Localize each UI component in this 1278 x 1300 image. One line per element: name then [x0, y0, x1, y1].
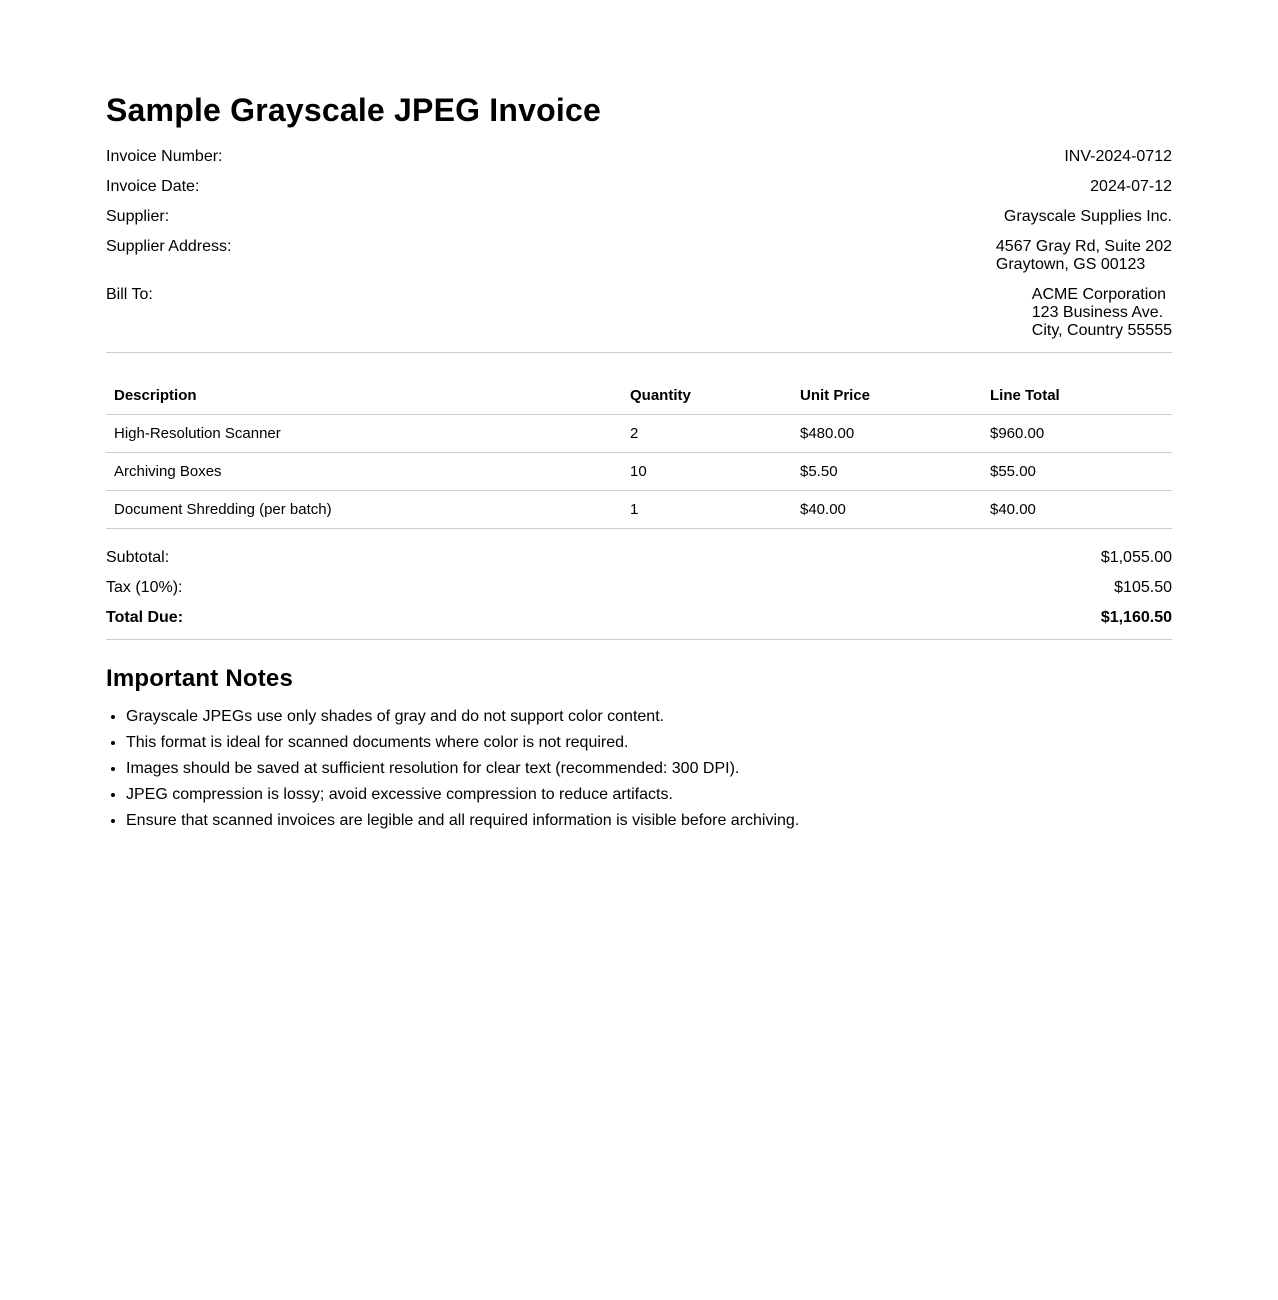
supplier-label: Supplier:: [106, 208, 170, 225]
bill-to-line: ACME Corporation: [1031, 286, 1167, 303]
cell-description: High-Resolution Scanner: [106, 415, 622, 453]
invoice-number-value: INV-2024-0712: [1064, 148, 1172, 165]
notes-title: Important Notes: [106, 665, 294, 692]
column-header-description: Description: [106, 377, 622, 415]
list-item: • Images should be saved at sufficient resolution for clear text (recommended: 300 DPI).: [126, 760, 1172, 778]
table-row: [106, 491, 1172, 529]
table-row: [106, 453, 1172, 491]
bill-to-line: City, Country 55555: [1031, 322, 1172, 339]
table-row: [106, 415, 1172, 453]
cell-unit-price: $5.50: [792, 453, 982, 491]
bill-to-label: Bill To:: [106, 286, 153, 303]
tax-row: [106, 579, 1172, 597]
bill-to-line: 123 Business Ave.: [1031, 304, 1164, 321]
supplier-value: Grayscale Supplies Inc.: [1003, 208, 1172, 225]
tax-label: Tax (10%):: [106, 579, 183, 596]
cell-line-total: $40.00: [982, 491, 1172, 529]
subtotal-value: $1,055.00: [1100, 549, 1172, 566]
column-header-unit-price: Unit Price: [792, 377, 982, 415]
meta-row-invoice-number: [106, 148, 1172, 166]
invoice-meta: [106, 148, 1172, 340]
divider: [106, 352, 1172, 353]
meta-row-invoice-date: [106, 178, 1172, 196]
meta-row-supplier-address: [106, 238, 1172, 274]
list-item: • JPEG compression is lossy; avoid excessive compression to reduce artifacts.: [126, 786, 1172, 804]
list-item: • Ensure that scanned invoices are legible and all required information is visible before archiving.: [126, 812, 1172, 830]
cell-unit-price: $480.00: [792, 415, 982, 453]
subtotal-row: [106, 549, 1172, 567]
cell-unit-price: $40.00: [792, 491, 982, 529]
column-header-line-total: Line Total: [982, 377, 1172, 415]
cell-quantity: 10: [622, 453, 792, 491]
cell-quantity: 2: [622, 415, 792, 453]
supplier-address-value: [996, 238, 1172, 274]
subtotal-label: Subtotal:: [106, 549, 170, 566]
cell-quantity: 1: [622, 491, 792, 529]
totals-section: [106, 549, 1172, 627]
list-item: • This format is ideal for scanned documents where color is not required.: [126, 734, 1172, 752]
cell-description: Archiving Boxes: [106, 453, 622, 491]
table-header-row: [106, 377, 1172, 415]
tax-value: $105.50: [1114, 579, 1172, 596]
divider: [106, 639, 1172, 640]
supplier-address-line: 4567 Gray Rd, Suite 202: [995, 238, 1172, 255]
cell-description: Document Shredding (per batch): [106, 491, 622, 529]
list-item: • Grayscale JPEGs use only shades of gray and do not support color content.: [126, 708, 1172, 726]
meta-row-bill-to: [106, 286, 1172, 340]
total-due-label: Total Due:: [106, 609, 184, 626]
cell-line-total: $55.00: [982, 453, 1172, 491]
meta-row-supplier: [106, 208, 1172, 226]
total-due-value: $1,160.50: [1100, 609, 1172, 626]
column-header-quantity: Quantity: [622, 377, 792, 415]
invoice-date-value: 2024-07-12: [1090, 178, 1172, 195]
total-due-row: [106, 609, 1172, 627]
supplier-address-label: Supplier Address:: [106, 238, 232, 255]
bill-to-value: [1032, 286, 1172, 340]
cell-line-total: $960.00: [982, 415, 1172, 453]
page-title: Sample Grayscale JPEG Invoice: [106, 92, 601, 128]
notes-list: [106, 708, 1172, 830]
line-items-table: [106, 377, 1172, 529]
invoice-date-label: Invoice Date:: [106, 178, 200, 195]
invoice-number-label: Invoice Number:: [106, 148, 223, 165]
supplier-address-line: Graytown, GS 00123: [995, 256, 1146, 273]
invoice-page: [106, 0, 1172, 830]
